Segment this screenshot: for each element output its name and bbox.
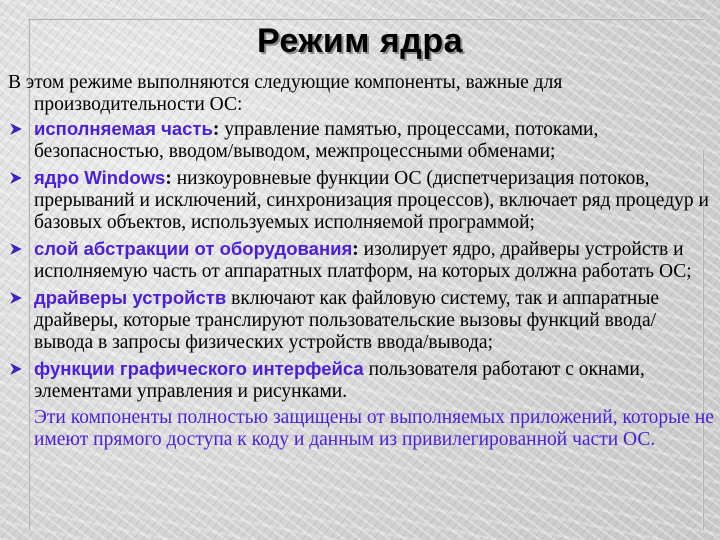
slide-title: Режим ядра bbox=[257, 22, 463, 60]
term-colon: : bbox=[212, 119, 220, 140]
list-item-kernel bbox=[8, 167, 714, 234]
item-text: включают как файловую систему, так и аппаратные драйверы, которые транслируют пользовательские вызовы функций ввода/вывода в запросы физических устройств ввода/вывода; bbox=[34, 288, 660, 353]
term-label: исполняемая часть bbox=[34, 118, 213, 139]
term-label: функции графического интерфейса bbox=[34, 358, 364, 379]
protection-note: Эти компоненты полностью защищены от выполняемых приложений, которые не имеют прямого доступа к коду и данным из привилегированной части ОС. bbox=[34, 407, 714, 450]
frame-line-top bbox=[28, 18, 704, 20]
item-text: низкоуровневые функции ОС (диспетчеризация потоков, прерываний и исключений, синхронизация процессов), включает ряд процедур и базовых объектов, используемых исполняемой программой; bbox=[34, 168, 709, 233]
arrow-bullet-icon bbox=[10, 292, 22, 304]
intro-paragraph: В этом режиме выполняются следующие компоненты, важные для производительности ОС: bbox=[8, 72, 563, 115]
term-colon: : bbox=[165, 168, 172, 189]
item-text: управление памятью, процессами, потоками, безопасностью, вводом/выводом, межпроцессными обменами; bbox=[34, 119, 599, 162]
term-label: слой абстракции от оборудования bbox=[34, 238, 353, 259]
term-label: ядро Windows bbox=[34, 167, 166, 188]
item-text: пользователя работают с окнами, элементами управления и рисунками. bbox=[34, 359, 645, 402]
list-item-executive bbox=[8, 118, 714, 163]
arrow-bullet-icon bbox=[10, 363, 22, 375]
list-item-drivers bbox=[8, 287, 714, 354]
item-text: изолирует ядро, драйверы устройств и исполняемую часть от аппаратных платформ, на которых должна работать ОС; bbox=[34, 239, 692, 282]
list-item-hal bbox=[8, 238, 714, 283]
list-item-gui bbox=[8, 358, 714, 403]
slide-body bbox=[8, 72, 714, 451]
arrow-bullet-icon bbox=[10, 123, 22, 135]
arrow-bullet-icon bbox=[10, 243, 22, 255]
term-label: драйверы устройств bbox=[34, 287, 227, 308]
term-colon: : bbox=[352, 239, 359, 260]
arrow-bullet-icon bbox=[10, 172, 22, 184]
